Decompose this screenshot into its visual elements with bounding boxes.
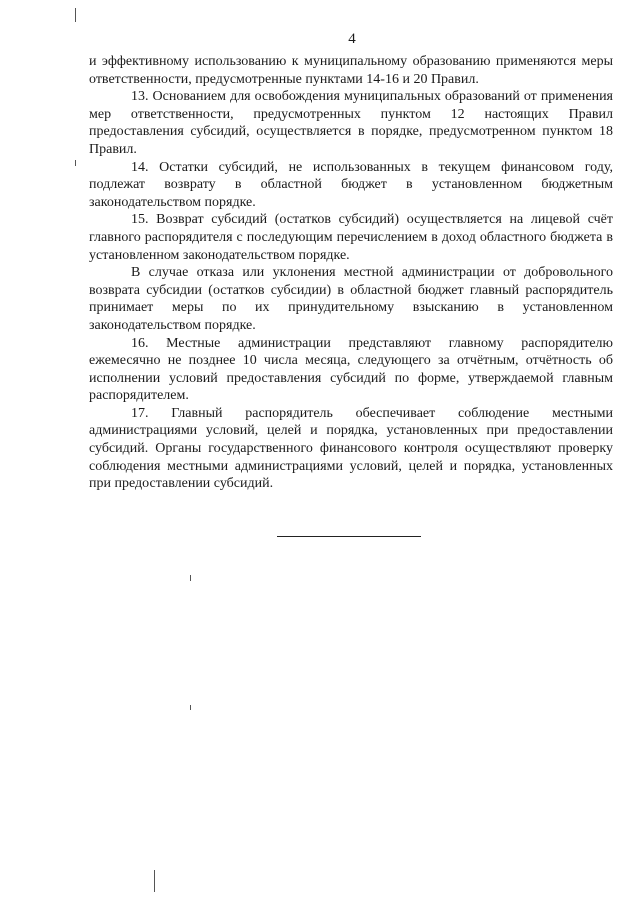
scan-mark — [75, 160, 76, 166]
closing-rule — [277, 536, 421, 537]
paragraph-16: 16. Местные администрации представляют главному распорядителю ежемесячно не позднее 10 числа месяца, следующего за отчётным, отчётность об исполнении условий предоставления субсидий по форме, утверждаемой главным распорядителем. — [89, 335, 613, 404]
scan-mark — [154, 870, 155, 892]
paragraph-continuation: и эффективному использованию к муниципальному образованию применяются меры ответственности, предусмотренные пунктами 14-16 и 20 Правил. — [89, 54, 613, 87]
paragraph-17: 17. Главный распорядитель обеспечивает соблюдение местными администрациями условий, целей и порядка, установленных при предоставлении субсидий. Органы государственного финансового контроля осуществляют проверку соблюдения местными администрациями условий, целей и порядка, установленных при предоставлении субсидий. — [89, 405, 613, 492]
document-body — [89, 53, 613, 493]
paragraph-15: 15. Возврат субсидий (остатков субсидий) осуществляется на лицевой счёт главного распорядителя с последующим перечислением в доход областного бюджета в установленном законодательством порядке. — [89, 212, 613, 263]
scan-mark — [190, 575, 191, 581]
page-number: 4 — [348, 31, 356, 47]
paragraph-13: 13. Основанием для освобождения муниципальных образований от применения мер ответственности, предусмотренных пунктом 12 настоящих Правил предоставления субсидий, осуществляется в порядке, предусмотренном пунктом 18 Правил. — [89, 89, 613, 157]
scan-mark — [190, 705, 191, 710]
scan-mark — [75, 8, 76, 22]
paragraph-15-refusal: В случае отказа или уклонения местной администрации от добровольного возврата субсидии (остатков субсидии) в областной бюджет главный распорядитель принимает меры по их принудительному взысканию в установленном законодательством порядке. — [89, 265, 613, 333]
paragraph-14: 14. Остатки субсидий, не использованных в текущем финансовом году, подлежат возврату в областной бюджет в установленном бюджетным законодательством порядке. — [89, 159, 613, 210]
